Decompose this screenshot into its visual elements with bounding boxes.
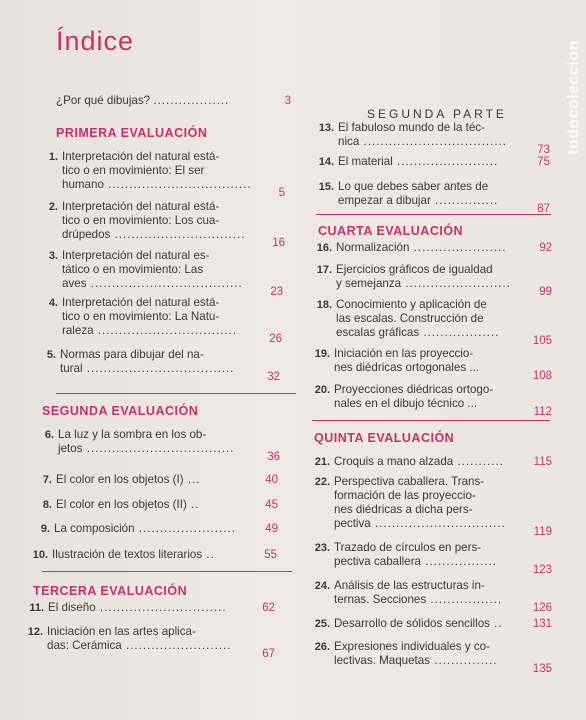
entry-number: 6. [44,429,54,441]
entry-page: 99 [539,286,552,298]
entry-text-line: El diseño .............................. [48,601,227,614]
entry-page: 135 [532,663,552,675]
entry-text-line: Iniciación en las proyeccio- [334,347,474,360]
leader-dots: .............................. [95,601,227,614]
leader-dots: .................................... [86,277,243,290]
entry-number: 18. [316,299,332,311]
entry-text-line: Ejercicios gráficos de igualdad [336,263,493,276]
entry-page: 108 [532,370,552,382]
entry-text-line: tico o en movimiento: El ser [62,164,205,177]
entry-text: ¿Por qué dibujas? [56,94,151,107]
entry-text [56,498,199,512]
entry-number: 17. [316,264,332,276]
leader-dots: ................. [426,593,503,606]
page-title: Índice [56,26,135,56]
entry-text-line: Ilustración de textos literarios .. [52,548,215,561]
entry-number: 14. [318,156,334,168]
entry-text-line: Análisis de las estructuras in- [334,579,485,592]
leader-dots: ................................. [93,324,238,337]
leader-dots: ............................... [110,228,246,241]
leader-dots: .................. [419,326,500,339]
divider [42,571,292,572]
entry-text [334,455,504,469]
entry-text-line: Trazado de círculos en pers- [334,541,482,554]
entry-text-line: jetos ................................... [58,442,235,455]
leader-dots: ...................... [409,241,507,254]
entry-text-line: Interpretación del natural está- [62,200,220,213]
entry-number: 8. [42,499,52,511]
entry-number: 20. [314,384,330,396]
entry-number: 12. [27,626,43,638]
entry-text-line: aves .................................... [62,277,243,290]
entry-number: 7. [42,474,52,486]
entry-text-line: raleza ................................. [62,324,238,337]
entry-page: 112 [533,406,552,418]
entry-page: 23 [270,286,283,298]
leader-dots: ........... [453,455,504,468]
entry-page: 119 [533,526,552,538]
section-tercera: TERCERA EVALUACIÓN [33,584,188,598]
entry-number: 9. [40,523,50,535]
entry-text-line: Desarrollo de sólidos sencillos .. [334,617,503,630]
entry-number: 26. [314,641,330,653]
entry-text [336,298,499,340]
entry-text-line: Perspectiva caballera. Trans- [334,475,485,488]
entry-number: 13. [318,122,334,134]
entry-text-line: Croquis a mano alzada ........... [334,455,504,468]
entry-text-line: formación de las proyeccio- [334,489,476,502]
entry-number: 19. [314,348,330,360]
entry-text [334,640,498,668]
leader-dots: .. [489,617,503,630]
entry-text-line: pectiva ............................... [334,517,506,530]
entry-page: 3 [284,95,291,107]
entry-text-line: drúpedos ............................... [62,228,246,241]
entry-text [336,241,507,255]
entry-text-line: nes diédricas a dicha pers- [334,503,473,516]
entry-page: 36 [267,451,280,463]
entry-page: 55 [264,549,277,561]
entry-text-line: El color en los objetos (II) .. [56,498,200,511]
entry-page: 5 [278,187,285,199]
entry-number: 2. [48,201,58,213]
entry-page: 45 [265,499,278,511]
entry-text-line: Proyecciones diédricas ortogo- [334,383,494,396]
entry-text-line: pectiva caballera ................. [334,555,497,568]
entry-page: 92 [539,242,552,254]
section-primera: PRIMERA EVALUACIÓN [56,126,208,140]
leader-dots: ........................ [392,155,499,168]
entry-text-line: Normas para dibujar del na- [60,348,204,361]
entry-text [336,263,511,291]
entry-page: 32 [267,371,280,383]
entry-number: 5. [46,349,56,361]
entry-text-line: La composición ....................... [54,522,236,535]
entry-page: 40 [265,474,278,486]
entry-text-line: tural ................................... [60,362,235,375]
entry-page: 16 [272,237,285,249]
entry-text-line: tático o en movimiento: Las [62,263,204,276]
entry-text [47,625,232,653]
leader-dots: ............................... [370,517,506,530]
entry-text [334,475,506,531]
entry-text-line: las escalas. Construcción de [336,312,484,325]
entry-text-line: Interpretación del natural es- [62,249,210,262]
part-segunda: SEGUNDA PARTE [367,107,507,121]
entry-page: 62 [262,602,275,614]
entry-text [338,180,498,208]
entry-text [334,541,497,569]
entry-number: 4. [48,297,58,309]
divider [316,214,551,215]
entry-text [62,296,237,338]
entry-text-line: y semejanza ......................... [336,277,511,290]
leader-dots: .. [186,498,200,511]
leader-dots: ................................... [82,362,235,375]
leader-dots: ................. [421,555,497,568]
entry-text-line: El fabuloso mundo de la téc- [338,121,485,134]
leader-dots: ....................... [134,522,236,535]
entry-number: 25. [314,618,330,630]
entry-text-line: escalas gráficas .................. [336,326,500,339]
entry-text [60,348,235,376]
watermark-logo: todocoleccion [565,40,582,155]
entry-text-line: nes diédricas ortogonales ... [334,361,480,374]
divider [312,420,550,421]
entry-page: 26 [269,333,282,345]
leader-dots: ............... [430,654,498,667]
leader-dots: .. [202,548,215,561]
entry-number: 10. [32,549,48,561]
entry-number: 1. [48,151,58,163]
entry-text-line: lectivas. Maquetas ............... [334,654,498,667]
entry-number: 3. [48,250,58,262]
entry-page: 115 [533,456,552,468]
leader-dots: .................................. [103,178,252,191]
entry-text-line: Expresiones individuales y co- [334,640,490,653]
entry-number: 11. [29,602,44,614]
entry-text-line: nica .................................. [338,135,508,148]
entry-number: 23. [314,542,330,554]
entry-page: 73 [537,144,550,156]
leader-dots: ......................... [121,639,232,652]
entry-text [62,150,252,192]
entry-page: 49 [265,523,278,535]
section-quinta: QUINTA EVALUACIÓN [314,431,455,445]
entry-text [334,383,493,411]
entry-number: 16. [316,242,332,254]
entry-text [334,347,479,375]
toc-page: Índice ¿Por qué dibujas? .................. 3 PRIMERA EVALUACIÓN SEGUNDA EVALUACIÓN TERCERA EVALUACIÓN SEGUNDA PARTE CUARTA EVALUACIÓN QUINTA EVALUACIÓN 1. Interpretación del natural está- tico o en movimiento: El ser humano .................................. 5 2. Interpretación del natural está- tico o en movimiento: Los cua- drúpedos ............................... 16 3. Interpretación del natural es- tático o en movimiento: Las aves .................................... 23 4. Interpretación del natural está- tico o en movimiento: La Natu- raleza ................................. 26 5. Normas para dibujar del na- tural ................................... 32 6. La luz y la sombra en los ob- jetos ................................... 36 7. El color en los objetos (I) ... 40 8. El color en los objetos (II) .. 45 9. La composición ....................... 49 10. Ilustración de textos literarios .. 55 11. El diseño .............................. 62 12. Iniciación en las artes aplica- das: Cerámica ......................... 67 13. El fabuloso mundo de la téc- nica .................................. 73 14. El material ........................ 75 15. Lo que debes saber antes de empezar a dibujar ............... 87 16. Normalización ...................... 92 17. Ejercicios gráficos de igualdad y semejanza ......................... 99 18. Conocimiento y aplicación de las escalas. Construcción de escalas gráficas .................. 105 19. Iniciación en las proyeccio- nes diédricas ortogonales ... 108 20. Proyecciones diédricas ortogo- nales en el dibujo técnico ... 112 21. Croquis a mano alzada ........... 115 22. Perspectiva caballera. Trans- formación de las proyeccio- nes diédricas a dicha pers- pectiva ............................... 119 23. Trazado de círculos en pers- pectiva caballera ................. 123 24. Análisis de las estructuras in- ternas. Secciones ................. 126 25. Desarrollo de sólidos sencillos .. 131 26. Expresiones individuales y co- lectivas. Maquetas ............... 135 todocoleccion [0,0,586,720]
entry-text-line: das: Cerámica ......................... [47,639,232,652]
entry-text-line: empezar a dibujar ............... [338,194,499,207]
entry-text-line: tico o en movimiento: Los cua- [62,214,220,227]
entry-page: 126 [532,602,552,614]
entry-text [62,249,243,291]
entry-page: 75 [537,156,550,168]
leader-dots: ......................... [401,277,511,290]
entry-text-line: ternas. Secciones ................. [334,593,503,606]
entry-text [62,200,245,242]
entry-text-line: tico o en movimiento: La Natu- [62,310,220,323]
entry-text-line: Conocimiento y aplicación de [336,298,487,311]
entry-text-line: El color en los objetos (I) ... [56,473,201,486]
entry-text [48,601,227,615]
leader-dots: ... [183,473,201,486]
entry-number: 22. [314,476,330,488]
entry-number: 24. [314,580,330,592]
entry-number: 21. [314,456,330,468]
entry-text-line: Iniciación en las artes aplica- [47,625,196,638]
entry-text-line: Interpretación del natural está- [62,296,220,309]
entry-number: 15. [318,181,334,193]
section-cuarta: CUARTA EVALUACIÓN [318,224,464,238]
entry-text [338,121,507,149]
entry-page: 123 [532,564,552,576]
entry-text [56,473,200,487]
entry-text-line: humano .................................. [62,178,252,191]
entry-text [334,617,503,631]
entry-page: 87 [537,203,550,215]
entry-page: 67 [262,648,275,660]
entry-text [334,579,502,607]
entry-page: 105 [532,335,552,347]
entry-text-line: nales en el dibujo técnico ... [334,397,478,410]
entry-text [338,155,498,169]
entry-text-line: La luz y la sombra en los ob- [58,428,207,441]
entry-text-line: Interpretación del natural está- [62,150,220,163]
entry-text-line: El material ........................ [338,155,499,168]
divider [56,393,296,394]
entry-text [52,548,215,562]
entry-text-line: Normalización ...................... [336,241,507,254]
entry-text [58,428,234,456]
entry-text-line: Lo que debes saber antes de [338,180,489,193]
entry-text [54,522,236,536]
section-segunda: SEGUNDA EVALUACIÓN [42,404,199,418]
entry-page: 131 [532,618,552,630]
leader-dots: .................................. [359,135,508,148]
leader-dots: ............... [430,194,499,207]
leader-dots: ................................... [82,442,235,455]
